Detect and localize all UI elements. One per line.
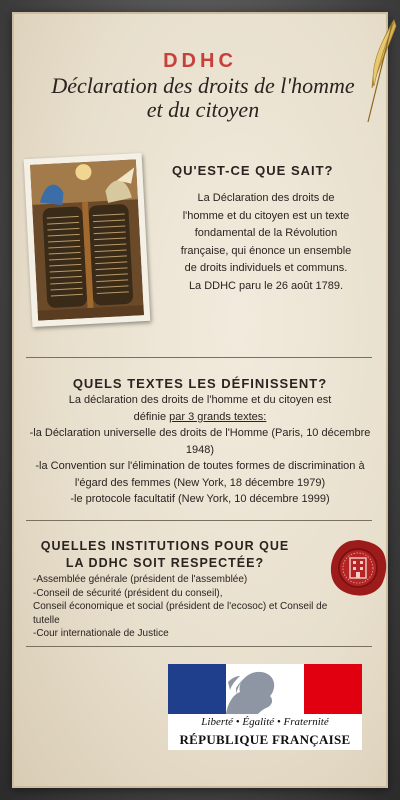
section2-item: -le protocole facultatif (New York, 10 décembre 1999) bbox=[70, 493, 330, 505]
section2-body bbox=[24, 392, 376, 508]
divider bbox=[26, 357, 372, 358]
section2-intro2-pre: définie bbox=[133, 410, 170, 423]
section2-item: -la Convention sur l'élimination de toutes formes de discrimination à l'égard des femmes (New York, 18 décembre 1979) bbox=[35, 460, 365, 489]
wax-seal-icon bbox=[328, 538, 388, 598]
section3-item: -Assemblée générale (président de l'assemblée) bbox=[33, 574, 248, 585]
section3-item: Conseil économique et social (président de l'ecosoc) et Conseil de tutelle bbox=[33, 601, 328, 626]
section2-title: QUELS TEXTES LES DÉFINISSENT? bbox=[72, 376, 328, 391]
divider bbox=[26, 646, 372, 647]
section3-body bbox=[33, 573, 333, 641]
republic-motto: Liberté • Égalité • Fraternité bbox=[201, 716, 329, 728]
republic-name: RÉPUBLIQUE FRANÇAISE bbox=[179, 732, 351, 747]
divider bbox=[26, 520, 372, 521]
section1-body: La Déclaration des droits de l'homme et du citoyen est un texte fondamental de la Révolution française, qui énonce un ensemble de droits individuels et communs. La DDHC paru le 26 août 1789. bbox=[180, 192, 352, 292]
section3-title: QUELLES INSTITUTIONS POUR QUE LA DDHC SOIT RESPECTÉE? bbox=[40, 539, 290, 570]
page-title: Déclaration des droits de l'homme et du citoyen bbox=[51, 73, 355, 122]
section2-intro2-underlined: par 3 grands textes: bbox=[169, 410, 267, 423]
page-acronym: DDHC bbox=[163, 50, 237, 72]
quill-icon bbox=[358, 18, 398, 128]
section3-item: -Cour internationale de Justice bbox=[33, 628, 169, 639]
section3-item: -Conseil de sécurité (président du conseil), bbox=[33, 587, 223, 599]
section2-intro: La déclaration des droits de l'homme et du citoyen est bbox=[68, 394, 332, 406]
section2-intro-line2 bbox=[24, 409, 376, 426]
section1-title: QU'EST-CE QUE SAIT? bbox=[172, 163, 334, 178]
section2-item: -la Déclaration universelle des droits de l'Homme (Paris, 10 décembre 1948) bbox=[29, 427, 371, 456]
marianne-flag-icon bbox=[168, 664, 362, 714]
declaration-painting bbox=[24, 153, 151, 327]
republique-francaise-logo bbox=[168, 664, 362, 750]
declaration-painting-image bbox=[30, 159, 144, 320]
